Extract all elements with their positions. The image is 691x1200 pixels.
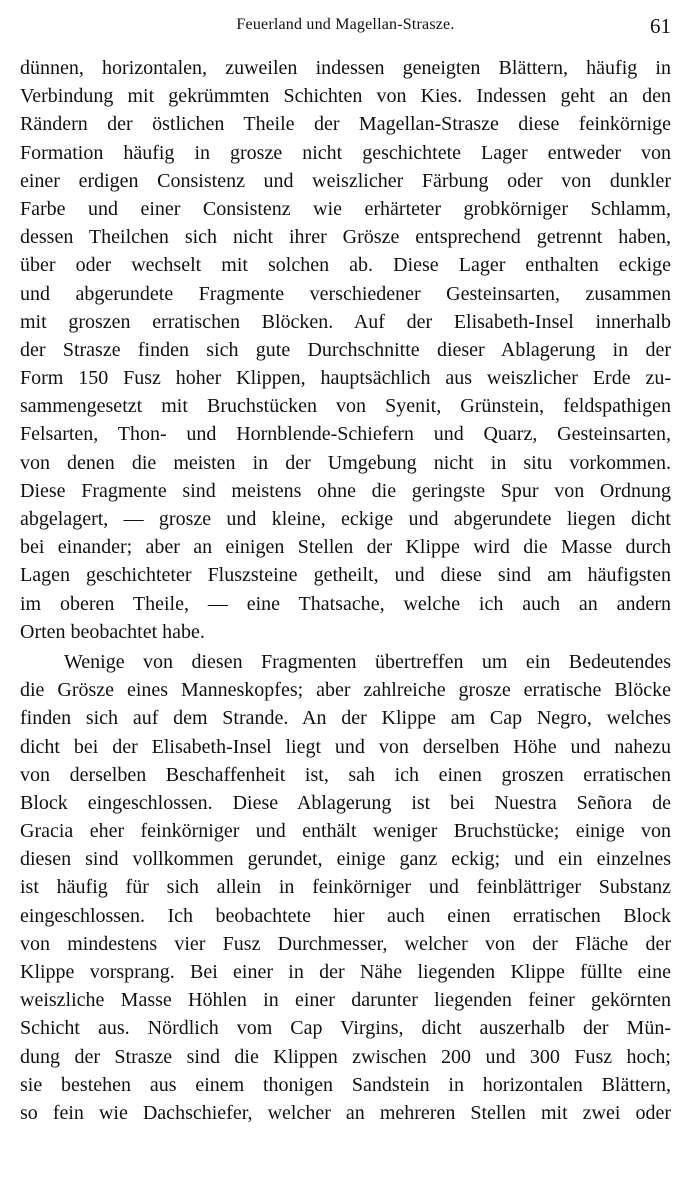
text-line: ist häufig für sich allein in feinkörniger und feinblättriger Substanz xyxy=(20,876,671,899)
text-line: Verbindung mit gekrümmten Schichten von Kies. Indessen geht an den xyxy=(20,85,671,108)
text-line: Lagen geschichteter Fluszsteine getheilt, und diese sind am häufigsten xyxy=(20,564,671,587)
text-line: eingeschlossen. Ich beobachtete hier auch einen erratischen Block xyxy=(20,904,671,927)
text-line: über oder wechselt mit solchen ab. Diese Lager enthalten eckige xyxy=(20,254,671,277)
body-text xyxy=(20,54,671,1127)
text-line: Form 150 Fusz hoher Klippen, hauptsächlich aus weiszlicher Erde zu- xyxy=(20,367,671,390)
text-line: dicht bei der Elisabeth-Insel liegt und von derselben Höhe und nahezu xyxy=(20,735,671,758)
text-line: Diese Fragmente sind meistens ohne die geringste Spur von Ordnung xyxy=(20,479,671,502)
page-header xyxy=(20,14,671,44)
text-line: der Strasze finden sich gute Durchschnitte dieser Ablagerung in der xyxy=(20,338,671,361)
page-number: 61 xyxy=(650,14,671,38)
text-line: Schicht aus. Nördlich vom Cap Virgins, dicht auszerhalb der Mün- xyxy=(20,1017,671,1040)
text-line: abgelagert, — grosze und kleine, eckige und abgerundete liegen dicht xyxy=(20,508,671,530)
text-line: die Grösze eines Manneskopfes; aber zahlreiche grosze erratische Blöcke xyxy=(20,679,671,702)
text-line: dessen Theilchen sich nicht ihrer Grösze entsprechend getrennt haben, xyxy=(20,226,671,249)
paragraph-1 xyxy=(20,54,671,646)
text-line: diesen sind vollkommen gerundet, einige ganz eckig; und ein einzelnes xyxy=(20,848,671,871)
text-line: im oberen Theile, — eine Thatsache, welche ich auch an andern xyxy=(20,592,671,615)
text-line: bei einander; aber an einigen Stellen der Klippe wird die Masse durch xyxy=(20,536,671,559)
text-line: dung der Strasze sind die Klippen zwischen 200 und 300 Fusz hoch; xyxy=(20,1045,671,1068)
paragraph-2 xyxy=(20,648,671,1127)
text-line: Felsarten, Thon- und Hornblende-Schiefern und Quarz, Gesteinsarten, xyxy=(20,423,671,446)
text-line: weiszliche Masse Höhlen in einer darunter liegenden feiner gekörnten xyxy=(20,989,671,1012)
text-line: Block eingeschlossen. Diese Ablagerung ist bei Nuestra Señora de xyxy=(20,791,671,814)
text-line: von derselben Beschaffenheit ist, sah ich einen groszen erratischen xyxy=(20,763,671,786)
text-line: Klippe vorsprang. Bei einer in der Nähe liegenden Klippe füllte eine xyxy=(20,961,671,983)
text-line: dünnen, horizontalen, zuweilen indessen geneigten Blättern, häufig in xyxy=(20,57,671,79)
text-line: Rändern der östlichen Theile der Magellan-Strasze diese feinkörnige xyxy=(20,113,671,136)
running-title: Feuerland und Magellan-Strasze. xyxy=(236,16,455,33)
text-line: und abgerundete Fragmente verschiedener Gesteinsarten, zusammen xyxy=(20,282,671,305)
text-line: einer erdigen Consistenz und weiszlicher Färbung oder von dunkler xyxy=(20,169,671,192)
text-line: so fein wie Dachschiefer, welcher an mehreren Stellen mit zwei oder xyxy=(20,1101,671,1124)
text-line: mit groszen erratischen Blöcken. Auf der Elisabeth-Insel innerhalb xyxy=(20,310,671,333)
text-line: Formation häufig in grosze nicht geschichtete Lager entweder von xyxy=(20,141,671,164)
text-line: Gracia eher feinkörniger und enthält weniger Bruchstücke; einige von xyxy=(20,820,671,843)
text-line: Orten beobachtet habe. xyxy=(20,620,205,643)
text-line: sammengesetzt mit Bruchstücken von Syenit, Grünstein, feldspathigen xyxy=(20,395,671,418)
text-line: von mindestens vier Fusz Durchmesser, welcher von der Fläche der xyxy=(20,932,671,955)
text-line: Wenige von diesen Fragmenten übertreffen um ein Bedeutendes xyxy=(64,650,671,673)
text-line: Farbe und einer Consistenz wie erhärteter grobkörniger Schlamm, xyxy=(20,197,671,220)
text-line: von denen die meisten in der Umgebung nicht in situ vorkommen. xyxy=(20,451,671,474)
text-line: sie bestehen aus einem thonigen Sandstein in horizontalen Blättern, xyxy=(20,1073,671,1096)
text-line: finden sich auf dem Strande. An der Klippe am Cap Negro, welches xyxy=(20,707,671,730)
